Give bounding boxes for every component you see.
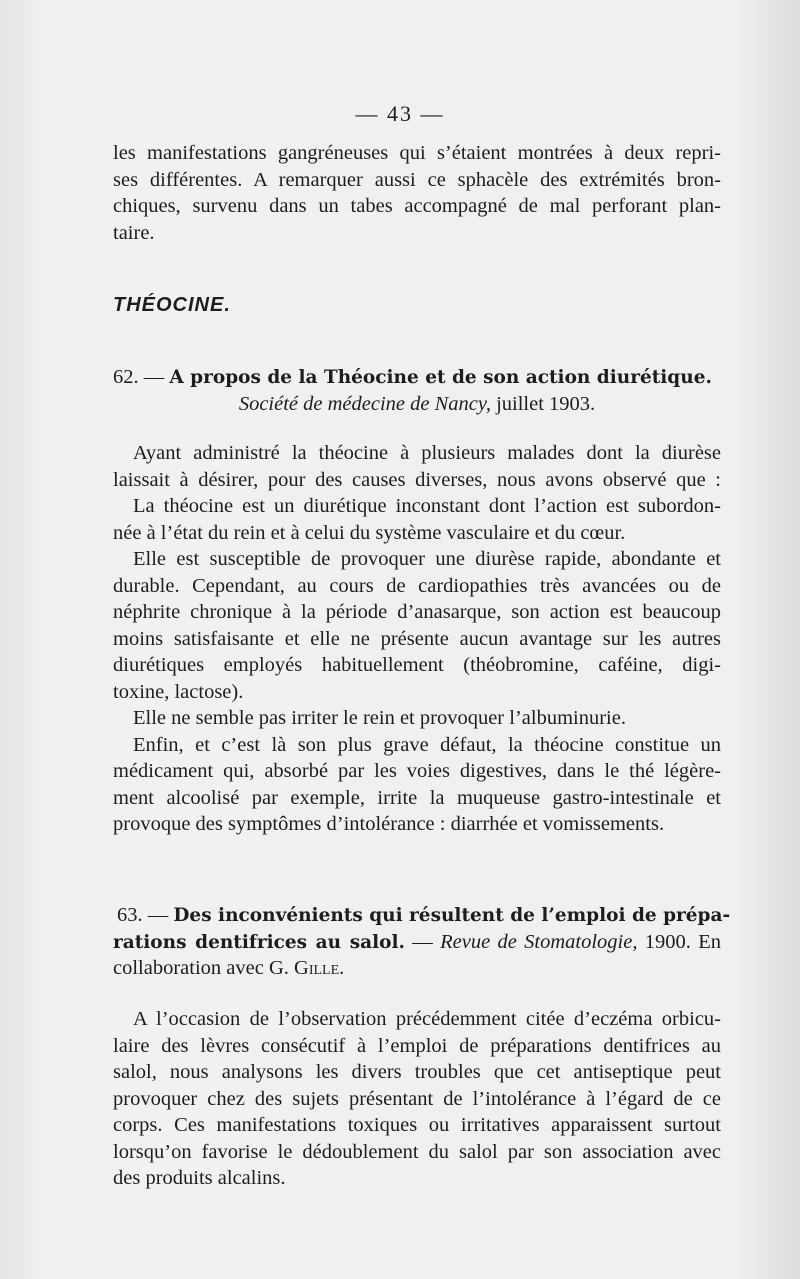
entry-title: A propos de la Théocine et de son action diurétique. <box>169 367 712 388</box>
text-line: provoque des symptômes d’intolérance : diarrhée et vomissements. <box>113 813 665 835</box>
entry-en: En <box>698 930 721 953</box>
entry-62-header <box>113 364 721 417</box>
text-line: ment alcoolisé par exemple, irrite la muqueuse gastro-intestinale et <box>113 786 721 809</box>
entry-date: juillet 1903. <box>496 392 596 415</box>
text-line: toxine, lactose). <box>113 680 244 703</box>
entry-63-header <box>113 902 731 982</box>
text-line: A l’occasion de l’observation précédemment citée d’eczéma orbicu- <box>133 1008 721 1030</box>
text-line: provoquer chez des sujets présentant de l’intolérance à l’égard de ce <box>113 1087 721 1110</box>
entry-collaboration: collaboration avec G. <box>113 957 289 979</box>
intro-paragraph <box>113 140 721 246</box>
text-line: moins satisfaisante et elle ne présente aucun avantage sur les autres <box>113 627 721 650</box>
text-line: taire. <box>113 221 155 244</box>
entry-title-continued: rations dentifrices au salol. <box>113 931 405 953</box>
text-line: lorsqu’on favorise le dédoublement du salol par son association avec <box>113 1140 721 1163</box>
text-line: née à l’état du rein et à celui du système vasculaire et du cœur. <box>113 521 626 544</box>
text-line: salol, nous analysons les divers troubles que cet antiseptique peut <box>113 1061 721 1083</box>
entry-year: 1900. <box>644 930 691 953</box>
entry-number: 63. — <box>117 904 169 926</box>
text-line: corps. Ces manifestations toxiques ou irritatives apparaissent surtout <box>113 1114 721 1136</box>
page-number: — 43 — <box>355 101 445 126</box>
text-line: ses différentes. A remarquer aussi ce sphacèle des extrémités bron- <box>113 168 721 191</box>
entry-collaborator: Gille. <box>294 957 345 979</box>
text-line: Ayant administré la théocine à plusieurs malades dont la diurèse <box>133 442 721 464</box>
text-line: Elle ne semble pas irriter le rein et provoquer l’albuminurie. <box>133 707 626 729</box>
text-line: des produits alcalins. <box>113 1167 286 1189</box>
text-line: diurétiques employés habituellement (théobromine, caféine, digi- <box>113 654 721 676</box>
entry-source: Société de médecine de Nancy, <box>238 392 491 415</box>
entry-63-body <box>113 1006 721 1192</box>
text-line: néphrite chronique à la période d’anasarque, son action est beaucoup <box>113 601 721 623</box>
entry-62-body <box>113 440 721 838</box>
text-line: laire des lèvres consécutif à l’emploi de préparations dentifrices au <box>113 1034 721 1057</box>
entry-dash: — <box>412 930 433 953</box>
text-line: médicament qui, absorbé par les voies digestives, dans le thé légère- <box>113 760 721 782</box>
entry-number: 62. — <box>113 366 165 388</box>
text-line: La théocine est un diurétique inconstant dont l’action est subordon- <box>133 495 721 517</box>
text-line: les manifestations gangréneuses qui s’étaient montrées à deux repri- <box>113 142 721 164</box>
entry-source: Revue de Stomatologie, <box>440 930 638 953</box>
section-heading: THÉOCINE. <box>113 294 231 316</box>
text-line: Elle est susceptible de provoquer une diurèse rapide, abondante et <box>133 548 721 570</box>
text-line: durable. Cependant, au cours de cardiopathies très avancées ou de <box>113 574 721 597</box>
text-line: laissait à désirer, pour des causes diverses, nous avons observé que : <box>113 468 721 491</box>
text-line: chiques, survenu dans un tabes accompagné de mal perforant plan- <box>113 195 721 217</box>
entry-title: Des inconvénients qui résultent de l’emploi de prépa- <box>173 905 731 926</box>
text-line: Enfin, et c’est là son plus grave défaut, la théocine constitue un <box>133 733 721 756</box>
